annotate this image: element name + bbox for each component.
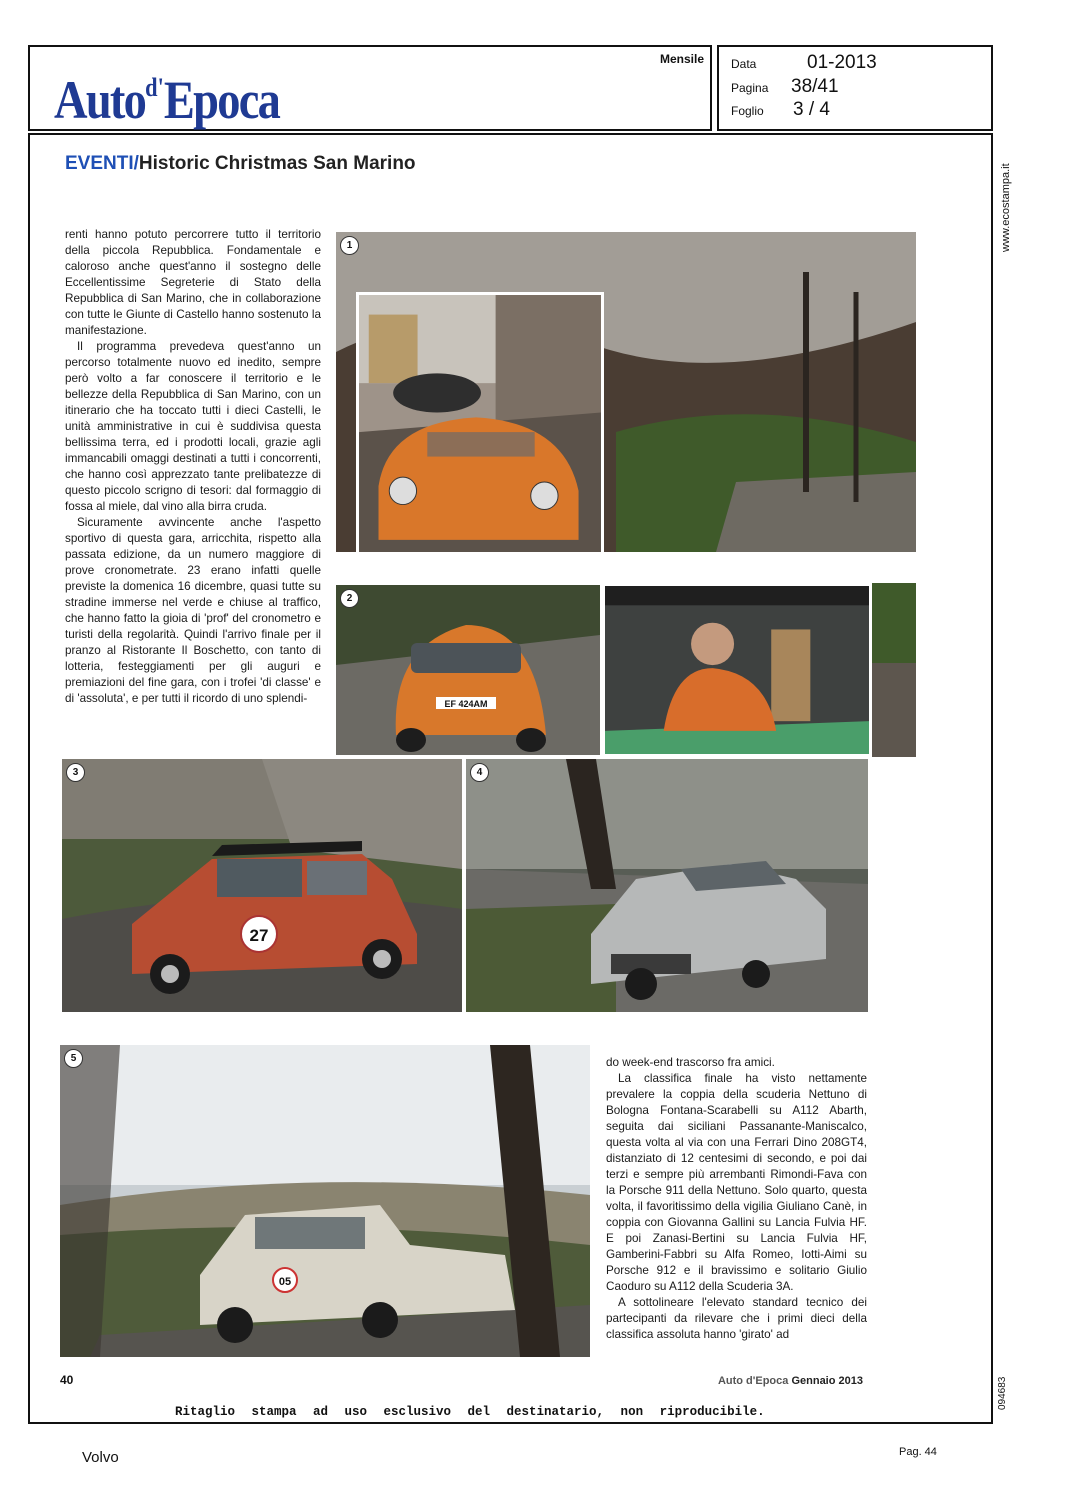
clipping-code: 094683 [997, 1376, 1008, 1410]
section-label: EVENTI/ [65, 153, 139, 174]
photo-badge: 3 [66, 763, 85, 782]
page-row: Pagina 38/41 [731, 76, 839, 97]
photo-badge: 2 [340, 589, 359, 608]
race-number: 27 [249, 926, 269, 945]
photo-2-image [336, 585, 600, 755]
race-number: 05 [278, 1276, 292, 1288]
article-clipping [28, 133, 993, 1424]
frequency-label: Mensile [659, 52, 704, 66]
paragraph: Sicuramente avvincente anche l'aspetto sportivo di questa gara, arricchita, rispetto alla passata edizione, da un numero maggiore di prove cronometrate. 23 erano infatti quelle previste la domenica 16 dicembre, quasi tutte su stradine immerse nel verde e chiuse al traffico, che hanno fatto la gioia di 'prof' del cronometro e turisti della regolarità. Quindi l'arrivo finale per il pranzo al Ristorante Il Boschetto, con tanto di lotteria, festeggiamenti per gli auguri e premiazioni del fine gara, con i trofei 'di classe' e di 'assoluta', e per tutti il ricordo di uno splendi- [65, 516, 321, 705]
page-reference: Pag. 44 [899, 1446, 937, 1458]
photo-5-image [60, 1045, 590, 1357]
paragraph: renti hanno potuto percorrere tutto il territorio della piccola Repubblica. Fondamentale e caloroso anche quest'anno il sostegno delle Eccellentissime Segreterie di Stato della Repubblica di San Marino, che in collaborazione con tutte le Giunte di Castello hanno sostenuto la manifestazione. [65, 228, 321, 337]
client-name: Volvo [82, 1449, 119, 1466]
article-heading [65, 153, 416, 175]
date-value: 01-2013 [807, 52, 877, 73]
text-column-left [65, 227, 321, 707]
masthead-box [28, 45, 712, 131]
photo-5-white-sedan [60, 1045, 590, 1357]
sheet-row: Foglio 3 / 4 [731, 99, 830, 120]
date-row: Data 01-2013 [731, 52, 877, 73]
license-plate: EF 424AM [444, 699, 488, 709]
magazine-credit: Auto d'Epoca Gennaio 2013 [717, 1375, 863, 1387]
photo-4-image [466, 759, 868, 1012]
photo-badge: 1 [340, 236, 359, 255]
paragraph: A sottolineare l'elevato standard tecnico dei partecipanti da rilevare che i primi dieci della classifica assoluta hanno 'girato' ad [606, 1296, 867, 1341]
paragraph: do week-end trascorso fra amici. [606, 1056, 775, 1069]
paragraph: Il programma prevedeva quest'anno un percorso totalmente nuovo ed inedito, sempre però volto a far conoscere il territorio e le bellezze della Repubblica di San Marino, con un itinerario che ha toccato tutti i dieci Castelli, le unità amministrative in cui è suddivisa questa bellissima terra, ed i prodotti locali, grazie agli immancabili omaggi destinati a tutti i concorrenti, che hanno così apprezzato tante prelibatezze di questo piccolo scrigno di tesori: dal formaggio di fossa al miele, dal vino alla birra cruda. [65, 340, 321, 513]
porsche-image [359, 295, 601, 552]
page-value: 38/41 [791, 76, 839, 97]
photo-3-red-mini [62, 759, 462, 1012]
sheet-value: 3 / 4 [793, 99, 830, 120]
text-column-right [606, 1055, 867, 1343]
paragraph: La classifica finale ha visto nettamente prevalere la coppia della scuderia Nettuno di Bologna Fontana-Scarabelli su A112 Abarth, seguita dai siciliani Passanante-Maniscalco, questa volta al via con una Ferrari Dino 208GT4, distanziato di 12 centesimi di secondo, e poi dai terzi e sempre più arrembanti Rimondi-Fava con la Porsche 911 della Nettuno. Solo quarto, questa volta, il favoritissimo della vigilia Giuliano Canè, in coppia con Giovanna Gallini su Lancia Fulvia HF. E poi Zanasi-Bertini su Lancia Fulvia HF, Gamberini-Fabbri su Alfa Romeo, Iotti-Aimi su Porsche 912 e il bravissimo e solitario Giulio Caoduro su A112 della Scuderia 3A. [606, 1072, 867, 1293]
forest-strip-image [872, 583, 916, 757]
disclaimer: Ritaglio stampa ad uso esclusivo del destinatario, non riproducibile. [175, 1405, 765, 1419]
driver-image [605, 586, 869, 754]
meta-box [717, 45, 993, 131]
magazine-logo: Auto$^{d'}$Epoca [54, 70, 280, 130]
photo-1-inset-porsche [356, 292, 604, 552]
article-title: Historic Christmas San Marino [138, 153, 416, 174]
photo-1-forest-strip [872, 583, 916, 757]
photo-badge: 4 [470, 763, 489, 782]
photo-2-orange-car-rear [336, 585, 600, 755]
photo-badge: 5 [64, 1049, 83, 1068]
photo-1-forest-road [336, 232, 916, 552]
photo-2-driver [602, 583, 872, 757]
page-number: 40 [60, 1373, 74, 1387]
photo-4-silver-coupe [466, 759, 868, 1012]
website-watermark: www.ecostampa.it [1000, 163, 1012, 252]
photo-3-image [62, 759, 462, 1012]
